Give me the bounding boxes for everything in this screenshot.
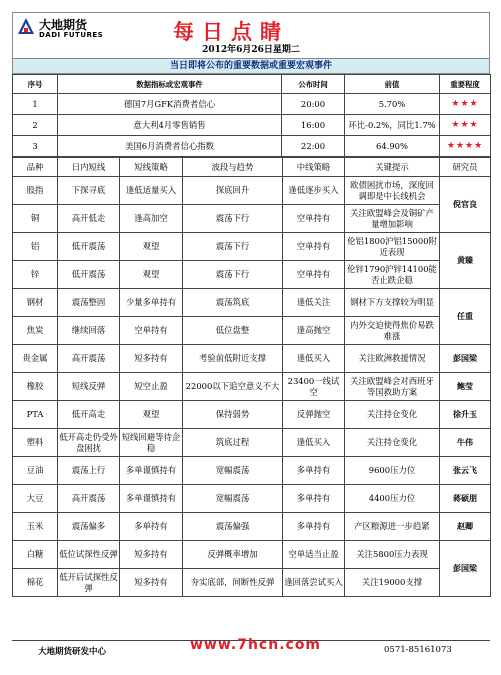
intraday-view: 继续回落 — [58, 317, 120, 345]
product-name: 锌 — [13, 261, 58, 289]
market-row — [13, 485, 491, 513]
market-header-cell: 短线策略 — [120, 158, 183, 177]
event-number: 2 — [13, 115, 58, 136]
product-name: 玉米 — [13, 513, 58, 541]
intraday-view: 低开震荡 — [58, 261, 120, 289]
mid-strategy: 空单适当止盈 — [283, 541, 345, 569]
brand-name-en: DADI FUTURES — [39, 31, 104, 39]
market-row — [13, 541, 491, 569]
product-name: 白糖 — [13, 541, 58, 569]
intraday-view: 高开震荡 — [58, 485, 120, 513]
trend-view: 夯实底部，间断性反弹 — [183, 569, 283, 597]
market-header-cell: 中线策略 — [283, 158, 345, 177]
analyst-name: 鲍莹 — [440, 373, 491, 401]
mid-strategy: 多单持有 — [283, 457, 345, 485]
short-strategy: 逢高加空 — [120, 205, 183, 233]
mid-strategy: 逢低逐步买入 — [283, 177, 345, 205]
trend-view: 保持弱势 — [183, 401, 283, 429]
event-time: 20:00 — [282, 94, 345, 115]
product-name: 棉花 — [13, 569, 58, 597]
key-note: 产区粮源进一步趋紧 — [345, 513, 440, 541]
mid-strategy: 逢高抛空 — [283, 317, 345, 345]
short-strategy: 观望 — [120, 401, 183, 429]
event-previous: 64.90% — [345, 136, 440, 157]
market-header-row — [13, 158, 491, 177]
intraday-view: 短线反弹 — [58, 373, 120, 401]
events-header-cell: 序号 — [13, 75, 58, 94]
events-header-row — [13, 75, 491, 94]
analyst-name: 彭国梁 — [440, 345, 491, 373]
analyst-name: 蒋硕朋 — [440, 485, 491, 513]
short-strategy: 短线回避等待企稳 — [120, 429, 183, 457]
event-name: 美国6月消费者信心指数 — [58, 136, 282, 157]
market-header-cell: 关键提示 — [345, 158, 440, 177]
trend-view: 宽幅震荡 — [183, 457, 283, 485]
key-note: 关注19000支撑 — [345, 569, 440, 597]
event-name: 德国7月GFK消费者信心 — [58, 94, 282, 115]
mid-strategy: 逢低买入 — [283, 429, 345, 457]
short-strategy: 短多持有 — [120, 569, 183, 597]
product-name: 焦炭 — [13, 317, 58, 345]
report-date: 2012年6月26日星期二 — [12, 43, 490, 58]
market-header-cell: 品种 — [13, 158, 58, 177]
product-name: 橡胶 — [13, 373, 58, 401]
mid-strategy: 空单持有 — [283, 261, 345, 289]
mid-strategy: 逢回落尝试买入 — [283, 569, 345, 597]
product-name: 大豆 — [13, 485, 58, 513]
events-table — [12, 74, 491, 157]
analyst-name: 倪官良 — [440, 177, 491, 233]
mid-strategy: 反弹抛空 — [283, 401, 345, 429]
short-strategy: 短多持有 — [120, 345, 183, 373]
key-note: 9600压力位 — [345, 457, 440, 485]
mid-strategy: 空单持有 — [283, 233, 345, 261]
analyst-name: 彭国梁 — [440, 541, 491, 597]
intraday-view: 低位试探性反弹 — [58, 541, 120, 569]
key-note: 钢材下方支撑较为明显 — [345, 289, 440, 317]
product-name: 铝 — [13, 233, 58, 261]
intraday-view: 低开震荡 — [58, 233, 120, 261]
intraday-view: 下探寻底 — [58, 177, 120, 205]
key-note: 伦锌1790沪锌14100能否止跌企稳 — [345, 261, 440, 289]
intraday-view: 震荡上行 — [58, 457, 120, 485]
key-note: 伦铝1800沪铝15000附近表现 — [345, 233, 440, 261]
key-note: 关注欧盟峰会及铜矿产量增加影响 — [345, 205, 440, 233]
market-table — [12, 157, 491, 597]
trend-view: 震荡筑底 — [183, 289, 283, 317]
intraday-view: 低开后试探性反弹 — [58, 569, 120, 597]
analyst-name: 任重 — [440, 289, 491, 345]
key-note: 关注欧洲救援情况 — [345, 345, 440, 373]
product-name: 铜 — [13, 205, 58, 233]
event-row — [13, 136, 491, 157]
market-row — [13, 261, 491, 289]
product-name: 股指 — [13, 177, 58, 205]
key-note: 关注5800压力表现 — [345, 541, 440, 569]
mid-strategy: 逢低买入 — [283, 345, 345, 373]
events-header-cell: 重要程度 — [440, 75, 491, 94]
mid-strategy: 多单持有 — [283, 513, 345, 541]
trend-view: 震荡下行 — [183, 205, 283, 233]
key-note: 欧债困扰市场，深度回调即是中长线机会 — [345, 177, 440, 205]
event-importance-stars: ★★★ — [440, 94, 491, 115]
short-strategy: 短空止盈 — [120, 373, 183, 401]
short-strategy: 多单谨慎持有 — [120, 457, 183, 485]
intraday-view: 震荡偏多 — [58, 513, 120, 541]
key-note: 内外交迫使得焦价易跌难涨 — [345, 317, 440, 345]
intraday-view: 低开高走仍受外盘困扰 — [58, 429, 120, 457]
mid-strategy: 逢低关注 — [283, 289, 345, 317]
product-name: 豆油 — [13, 457, 58, 485]
trend-view: 反弹概率增加 — [183, 541, 283, 569]
product-name: 塑料 — [13, 429, 58, 457]
intraday-view: 震荡整固 — [58, 289, 120, 317]
trend-view: 宽幅震荡 — [183, 485, 283, 513]
key-note: 4400压力位 — [345, 485, 440, 513]
event-previous: 环比-0.2%，同比1.7% — [345, 115, 440, 136]
trend-view: 震荡偏强 — [183, 513, 283, 541]
footer-company: 大地期货研发中心 — [38, 647, 107, 657]
trend-view: 筑底过程 — [183, 429, 283, 457]
brand-logo-icon — [17, 17, 35, 35]
short-strategy: 空单持有 — [120, 317, 183, 345]
market-row — [13, 233, 491, 261]
market-row — [13, 401, 491, 429]
short-strategy: 少量多单持有 — [120, 289, 183, 317]
intraday-view: 高开震荡 — [58, 345, 120, 373]
brand-logo — [17, 16, 117, 42]
market-row — [13, 373, 491, 401]
short-strategy: 短多持有 — [120, 541, 183, 569]
brand-name-cn: 大地期货 — [39, 18, 88, 32]
key-note: 关注持仓变化 — [345, 401, 440, 429]
events-header-cell: 数据指标或宏观事件 — [58, 75, 282, 94]
market-row — [13, 345, 491, 373]
event-row — [13, 94, 491, 115]
market-header-cell: 研究员 — [440, 158, 491, 177]
mid-strategy: 空单持有 — [283, 205, 345, 233]
mid-strategy: 23400一线试空 — [283, 373, 345, 401]
analyst-name: 张云飞 — [440, 457, 491, 485]
trend-view: 低位盘整 — [183, 317, 283, 345]
trend-view: 震荡下行 — [183, 261, 283, 289]
trend-view: 探底回升 — [183, 177, 283, 205]
market-row — [13, 429, 491, 457]
market-header-cell: 日内短线 — [58, 158, 120, 177]
report-title: 每日点睛 — [173, 20, 289, 44]
event-time: 22:00 — [282, 136, 345, 157]
footer-phone: 0571-85161073 — [384, 645, 452, 655]
analyst-name: 牛伟 — [440, 429, 491, 457]
key-note: 关注持仓变化 — [345, 429, 440, 457]
short-strategy: 观望 — [120, 261, 183, 289]
event-number: 1 — [13, 94, 58, 115]
intraday-view: 高开低走 — [58, 205, 120, 233]
short-strategy: 逢低适量买入 — [120, 177, 183, 205]
market-row — [13, 317, 491, 345]
market-row — [13, 205, 491, 233]
market-row — [13, 457, 491, 485]
analyst-name: 赵卿 — [440, 513, 491, 541]
short-strategy: 多单持有 — [120, 513, 183, 541]
event-name: 意大利4月零售销售 — [58, 115, 282, 136]
market-row — [13, 289, 491, 317]
market-row — [13, 513, 491, 541]
market-row — [13, 569, 491, 597]
analyst-name: 徐升玉 — [440, 401, 491, 429]
event-time: 16:00 — [282, 115, 345, 136]
market-row — [13, 177, 491, 205]
event-number: 3 — [13, 136, 58, 157]
event-importance-stars: ★★★ — [440, 115, 491, 136]
daily-report — [12, 12, 490, 662]
trend-view: 考验前低附近支撑 — [183, 345, 283, 373]
product-name: 钢材 — [13, 289, 58, 317]
product-name: PTA — [13, 401, 58, 429]
mid-strategy: 多单持有 — [283, 485, 345, 513]
trend-view: 22000以下追空意义不大 — [183, 373, 283, 401]
site-watermark: www.7hcn.com — [190, 637, 322, 653]
events-header-cell: 公布时间 — [282, 75, 345, 94]
key-note: 关注欧盟峰会对西班牙等国救助方案 — [345, 373, 440, 401]
intraday-view: 低开高走 — [58, 401, 120, 429]
analyst-name: 黄臻 — [440, 233, 491, 289]
events-header-cell: 前值 — [345, 75, 440, 94]
short-strategy: 观望 — [120, 233, 183, 261]
product-name: 贵金属 — [13, 345, 58, 373]
market-header-cell: 波段与趋势 — [183, 158, 283, 177]
trend-view: 震荡下行 — [183, 233, 283, 261]
event-importance-stars: ★★★★ — [440, 136, 491, 157]
short-strategy: 多单谨慎持有 — [120, 485, 183, 513]
event-row — [13, 115, 491, 136]
event-previous: 5.70% — [345, 94, 440, 115]
report-header — [12, 12, 490, 43]
events-subheading: 当日即将公布的重要数据或重要宏观事件 — [12, 58, 490, 74]
